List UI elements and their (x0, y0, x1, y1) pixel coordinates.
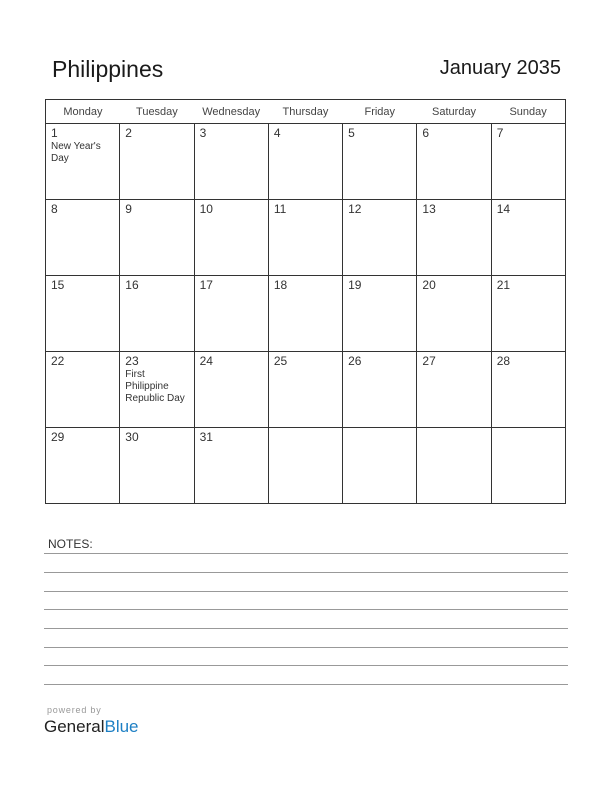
brand-general: General (44, 717, 105, 736)
day-number: 16 (125, 278, 139, 292)
day-number: 24 (199, 354, 213, 368)
calendar-day-cell (417, 352, 491, 428)
notes-line (44, 628, 568, 629)
day-number: 27 (422, 354, 436, 368)
day-number: 25 (273, 354, 288, 368)
notes-line (44, 665, 568, 666)
calendar-day-cell (343, 276, 417, 352)
brand-blue: Blue (104, 717, 139, 736)
day-number: 23 (125, 354, 139, 368)
calendar-week-row (46, 276, 566, 352)
calendar-grid (45, 99, 566, 504)
day-number: 15 (51, 278, 65, 292)
calendar-day-cell (268, 124, 342, 200)
holiday-label: First Philippine Republic Day (125, 369, 185, 404)
notes-line (44, 553, 568, 554)
day-number: 2 (125, 126, 132, 140)
day-number: 22 (51, 354, 65, 368)
notes-line (44, 684, 568, 685)
day-number: 19 (348, 278, 362, 292)
day-number: 7 (496, 126, 504, 140)
calendar-day-cell (194, 124, 268, 200)
calendar-month-title: January 2035 (439, 57, 561, 79)
calendar-day-cell (417, 124, 491, 200)
calendar-day-cell (343, 428, 417, 504)
day-number: 10 (199, 202, 213, 216)
calendar-day-cell (120, 200, 194, 276)
calendar-week-row (46, 200, 566, 276)
calendar-day-cell (46, 276, 120, 352)
calendar-day-cell (268, 276, 342, 352)
day-number: 8 (51, 202, 58, 216)
weekday-header-row (46, 100, 566, 124)
calendar-day-cell (491, 124, 565, 200)
calendar-day-cell (194, 276, 268, 352)
holiday-label: New Year's Day (51, 141, 101, 164)
day-number: 17 (199, 278, 213, 292)
calendar-country-title: Philippines (52, 56, 164, 82)
day-number: 4 (273, 126, 281, 140)
powered-by-text: powered by (47, 705, 102, 715)
calendar-day-cell (268, 428, 342, 504)
notes-label: NOTES: (48, 537, 93, 551)
day-number: 29 (51, 430, 65, 444)
calendar-day-cell (120, 428, 194, 504)
calendar-day-cell (491, 200, 565, 276)
day-number: 31 (199, 430, 213, 444)
calendar-week-row (46, 124, 566, 200)
notes-line (44, 609, 568, 610)
calendar-week-row (46, 352, 566, 428)
day-number: 28 (496, 354, 511, 368)
calendar-day-cell (194, 428, 268, 504)
day-number: 1 (51, 126, 58, 140)
calendar-day-cell (343, 200, 417, 276)
day-number: 11 (273, 202, 287, 216)
day-number: 14 (496, 202, 511, 216)
calendar-day-cell (491, 428, 565, 504)
calendar-day-cell (120, 124, 194, 200)
calendar-day-cell (194, 352, 268, 428)
day-number: 12 (348, 202, 362, 216)
calendar-day-cell (268, 200, 342, 276)
weekday-thursday: Thursday (268, 100, 342, 124)
calendar-day-cell (46, 124, 120, 200)
calendar-day-cell (343, 352, 417, 428)
weekday-monday: Monday (46, 100, 120, 124)
day-number: 9 (125, 202, 132, 216)
calendar-day-cell (343, 124, 417, 200)
generalblue-logo[interactable] (44, 717, 139, 737)
weekday-saturday: Saturday (417, 100, 491, 124)
day-number: 30 (125, 430, 139, 444)
calendar-day-cell (46, 428, 120, 504)
calendar-day-cell (194, 200, 268, 276)
weekday-friday: Friday (343, 100, 417, 124)
day-number: 26 (348, 354, 362, 368)
weekday-sunday: Sunday (491, 100, 565, 124)
day-number: 3 (199, 126, 207, 140)
calendar-day-cell (417, 276, 491, 352)
calendar-day-cell (491, 352, 565, 428)
notes-line (44, 591, 568, 592)
day-number: 21 (496, 278, 511, 292)
calendar-day-cell (46, 200, 120, 276)
calendar-day-cell (417, 200, 491, 276)
calendar-week-row (46, 428, 566, 504)
day-number: 13 (422, 202, 436, 216)
calendar-day-cell (120, 276, 194, 352)
calendar-day-cell (417, 428, 491, 504)
day-number: 20 (422, 278, 436, 292)
weekday-tuesday: Tuesday (120, 100, 194, 124)
notes-line (44, 572, 568, 573)
calendar-day-cell (491, 276, 565, 352)
calendar-day-cell (120, 352, 194, 428)
day-number: 5 (348, 126, 355, 140)
weekday-wednesday: Wednesday (194, 100, 268, 124)
day-number: 6 (422, 126, 430, 140)
notes-line (44, 647, 568, 648)
calendar-day-cell (268, 352, 342, 428)
calendar-day-cell (46, 352, 120, 428)
day-number: 18 (273, 278, 288, 292)
